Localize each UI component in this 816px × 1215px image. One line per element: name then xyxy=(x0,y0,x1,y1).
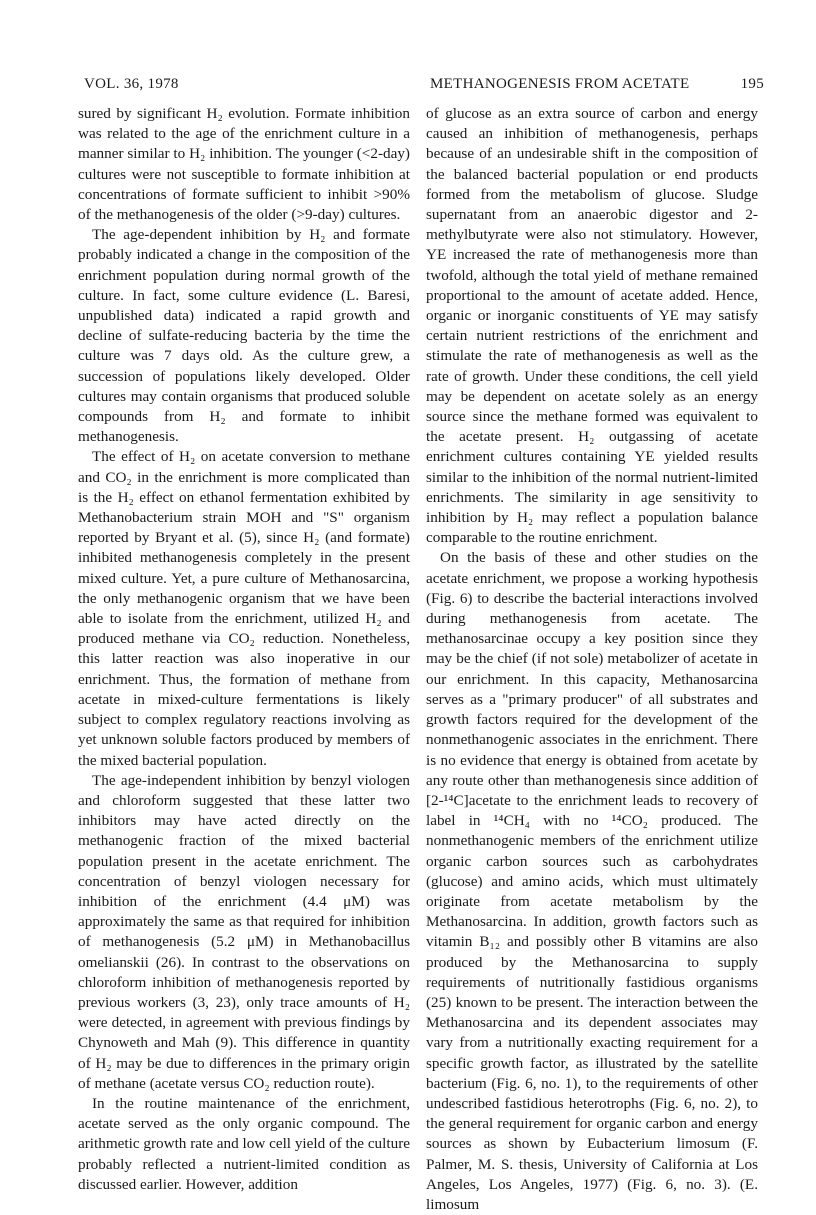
paragraph: The age-independent inhibition by benzyl viologen and chloroform suggested that these latter two inhibitors may have acted directly on the methanogenic fraction of the mixed bacterial population present in the acetate enrichment. The concentration of benzyl viologen necessary for inhibition of the enrichment (4.4 μM) was approximately the same as that required for inhibition of methanogenesis (5.2 μM) in Methanobacillus omelianskii (26). In contrast to the observations on chloroform inhibition of methanogenesis reported by previous workers (3, 23), only trace amounts of H₂ were detected, in agreement with previous findings by Chynoweth and Mah (9). This difference in quantity of H₂ may be due to differences in the primary origin of methane (acetate versus CO₂ reduction route). xyxy=(78,771,410,1092)
left-text-column xyxy=(78,104,410,1195)
journal-volume: VOL. 36, 1978 xyxy=(84,76,179,92)
paragraph: The effect of H₂ on acetate conversion to methane and CO₂ in the enrichment is more complicated than is the H₂ effect on ethanol fermentation exhibited by Methanobacterium strain MOH and "S" organism reported by Bryant et al. (5), since H₂ (and formate) inhibited methanogenesis completely in the present mixed culture. Yet, a pure culture of Methanosarcina, the only methanogenic organism that we have been able to isolate from the enrichment, utilized H₂ and produced methane via CO₂ reduction. Nonetheless, this latter reaction was also inoperative in our enrichment. Thus, the formation of methane from acetate in mixed-culture fermentations is likely subject to complex regulatory reactions involving as yet unknown soluble factors produced by members of the mixed bacterial population. xyxy=(78,448,410,769)
running-title: METHANOGENESIS FROM ACETATE xyxy=(430,76,690,92)
running-header xyxy=(84,76,764,100)
page-number: 195 xyxy=(740,76,764,92)
paragraph: On the basis of these and other studies on the acetate enrichment, we propose a working hypothesis (Fig. 6) to describe the bacterial interactions involved during methanogenesis from acetate. The methanosarcinae occupy a key position since they may be the chief (if not sole) metabolizer of acetate in our enrichment. In this capacity, Methanosarcina serves as a "primary producer" of all substrates and growth factors required for the development of the nonmethanogenic associates in the enrichment. There is no evidence that energy is obtained from acetate by any route other than methanogenesis since addition of [2-¹⁴C]acetate to the enrichment leads to recovery of label in ¹⁴CH₄ with no ¹⁴CO₂ produced. The nonmethanogenic members of the enrichment utilize organic carbon sources such as carbohydrates (glucose) and amino acids, which must ultimately originate from acetate metabolism by the Methanosarcina. In addition, growth factors such as vitamin B₁₂ and possibly other B vitamins are also produced by the Methanosarcina to supply requirements of nutritionally fastidious organisms (25) known to be present. The interaction between the Methanosarcina and its dependent associates may vary from a nutritionally exacting requirement for a specific growth factor, as illustrated by the satellite bacterium (Fig. 6, no. 1), to the requirements of other undescribed fastidious heterotrophs (Fig. 6, no. 2), to the general requirement for organic carbon and energy sources as shown by Eubacterium limosum (F. Palmer, M. S. thesis, University of California at Los Angeles, Los Angeles, 1977) (Fig. 6, no. 3). (E. limosum xyxy=(426,549,758,1213)
paragraph: The age-dependent inhibition by H₂ and formate probably indicated a change in the composition of the enrichment population during normal growth of the culture. In fact, some culture evidence (L. Baresi, unpublished data) indicated a rapid growth and decline of sulfate-reducing bacteria by the time the culture was 7 days old. As the culture grew, a succession of populations likely developed. Older cultures may contain organisms that produced soluble compounds from H₂ and formate to inhibit methanogenesis. xyxy=(78,226,410,446)
right-text-column xyxy=(426,104,758,1215)
paragraph: sured by significant H₂ evolution. Formate inhibition was related to the age of the enrichment culture in a manner similar to H₂ inhibition. The younger (<2-day) cultures were not susceptible to formate inhibition at concentrations of formate sufficient to inhibit >90% of the methanogenesis of the older (>9-day) cultures. xyxy=(78,105,410,224)
paragraph: In the routine maintenance of the enrichment, acetate served as the only organic compound. The arithmetic growth rate and low cell yield of the culture probably reflected a nutrient-limited condition as discussed earlier. However, addition xyxy=(78,1094,410,1193)
paragraph: of glucose as an extra source of carbon and energy caused an inhibition of methanogenesis, perhaps because of an undesirable shift in the composition of the balanced bacterial population or end products formed from the metabolism of glucose. Sludge supernatant from an anaerobic digestor and 2-methylbutyrate were also not stimulatory. However, YE increased the rate of methanogenesis more than twofold, although the total yield of methane remained proportional to the amount of acetate added. Hence, organic or inorganic constituents of YE may satisfy certain nutrient restrictions of the enrichment and stimulate the rate of methanogenesis as well as the rate of growth. Under these conditions, the cell yield may be dependent on acetate solely as an energy source since the methane formed was equivalent to the acetate present. H₂ outgassing of acetate enrichment cultures containing YE yielded results similar to the inhibition of the normal nutrient-limited enrichments. The similarity in age sensitivity to inhibition by H₂ may reflect a population balance comparable to the routine enrichment. xyxy=(426,105,758,547)
